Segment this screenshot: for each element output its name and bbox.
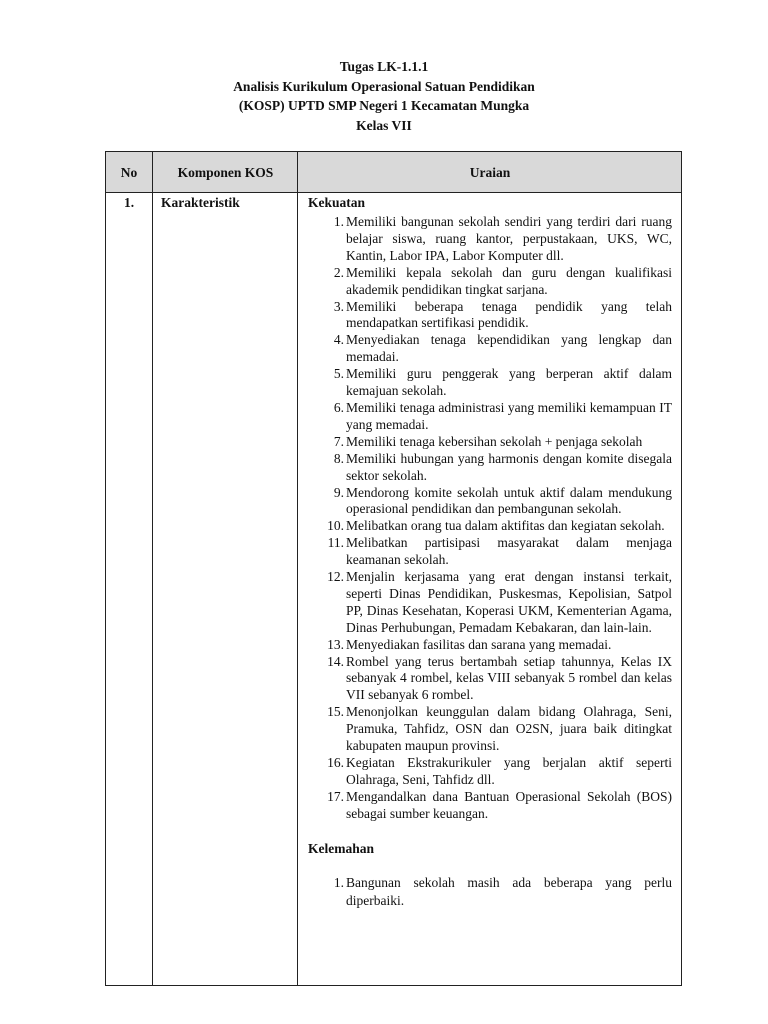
list-item-text: Melibatkan orang tua dalam aktifitas dan kegiatan sekolah. — [346, 518, 665, 534]
list-item-number: 7. — [333, 433, 344, 449]
list-item-text: Menonjolkan keunggulan dalam bidang Olahraga, Seni, Pramuka, Tahfidz, OSN dan O2SN, juara baik ditingkat kabupaten maupun provinsi. — [346, 704, 672, 754]
column-header-no: No — [120, 165, 138, 180]
list-item-number: 5. — [333, 366, 344, 382]
column-divider — [152, 152, 153, 985]
list-item — [308, 265, 672, 299]
list-item-number: 13. — [327, 636, 344, 652]
document-header — [0, 57, 768, 135]
kelemahan-heading: Kelemahan — [308, 840, 374, 856]
column-header-uraian: Uraian — [469, 165, 511, 180]
list-item — [308, 704, 672, 755]
list-item-number: 11. — [327, 535, 344, 551]
class-label: Kelas VII — [356, 117, 412, 133]
list-item-number: 1. — [333, 874, 344, 890]
list-item — [308, 654, 672, 705]
list-item — [308, 637, 672, 654]
uraian-cell — [308, 195, 672, 911]
list-item-number: 6. — [333, 399, 344, 415]
list-item-text: Menjalin kerjasama yang erat dengan instansi terkait, seperti Dinas Pendidikan, Puskesmas, Kepolisian, Satpol PP, Dinas Kesehatan, Koperasi UKM, Kementerian Agama, Dinas Perhubungan, Pemadam Kebakaran, dan lain-lain. — [346, 569, 672, 635]
list-item — [308, 755, 672, 789]
list-item-number: 10. — [327, 518, 344, 534]
kelemahan-list — [308, 874, 672, 911]
kekuatan-list — [308, 214, 672, 823]
list-item-text: Menyediakan tenaga kependidikan yang lengkap dan memadai. — [346, 332, 672, 365]
list-item-text: Memiliki bangunan sekolah sendiri yang terdiri dari ruang belajar siswa, ruang kantor, perpustakaan, UKS, WC, Kantin, Labor IPA, Labor Komputer dll. — [346, 214, 672, 263]
list-item-text: Mengandalkan dana Bantuan Operasional Sekolah (BOS) sebagai sumber keuangan. — [346, 788, 672, 821]
column-divider — [297, 152, 298, 985]
list-item — [308, 434, 672, 451]
list-item-text: Memiliki tenaga kebersihan sekolah + penjaga sekolah — [346, 433, 643, 449]
list-item-text: Melibatkan partisipasi masyarakat dalam menjaga keamanan sekolah. — [346, 535, 672, 568]
list-item-number: 14. — [327, 653, 344, 669]
list-item-number: 15. — [327, 704, 344, 720]
list-item — [308, 535, 672, 569]
school-name: (KOSP) UPTD SMP Negeri 1 Kecamatan Mungka — [238, 98, 530, 113]
list-item — [308, 518, 672, 535]
document-subtitle: Analisis Kurikulum Operasional Satuan Pendidikan — [233, 78, 535, 94]
list-item-number: 3. — [333, 298, 344, 314]
list-item — [308, 299, 672, 333]
list-item-number: 8. — [333, 450, 344, 466]
assignment-title: Tugas LK-1.1.1 — [339, 59, 429, 74]
list-item-number: 2. — [333, 264, 344, 280]
list-item-number: 4. — [333, 332, 344, 348]
column-header-komponen: Komponen KOS — [177, 165, 274, 180]
list-item-text: Bangunan sekolah masih ada beberapa yang perlu diperbaiki. — [346, 874, 672, 909]
kekuatan-heading: Kekuatan — [308, 195, 366, 210]
list-item — [308, 400, 672, 434]
row-component: Karakteristik — [161, 195, 240, 210]
list-item-number: 9. — [333, 484, 344, 500]
row-number: 1. — [123, 195, 135, 210]
list-item-text: Memiliki guru penggerak yang berperan aktif dalam kemajuan sekolah. — [346, 366, 672, 399]
table-header-row — [106, 152, 681, 193]
list-item-number: 16. — [327, 755, 344, 770]
list-item-text: Memiliki kepala sekolah dan guru dengan kualifikasi akademik pendidikan tingkat sarjana. — [346, 264, 672, 297]
list-item — [308, 366, 672, 400]
list-item-text: Memiliki tenaga administrasi yang memiliki kemampuan IT yang memadai. — [346, 399, 672, 432]
list-item-text: Memiliki beberapa tenaga pendidik yang telah mendapatkan sertifikasi pendidik. — [346, 298, 672, 331]
list-item — [308, 451, 672, 485]
list-item — [308, 789, 672, 823]
list-item — [308, 485, 672, 519]
list-item-text: Menyediakan fasilitas dan sarana yang memadai. — [346, 636, 612, 652]
list-item-text: Memiliki hubungan yang harmonis dengan komite disegala sektor sekolah. — [346, 450, 672, 483]
list-item-text: Mendorong komite sekolah untuk aktif dalam mendukung operasional pendidikan dan pembangunan sekolah. — [346, 484, 672, 517]
list-item-number: 1. — [333, 214, 344, 229]
list-item-number: 17. — [327, 788, 344, 804]
list-item — [308, 214, 672, 265]
list-item — [308, 569, 672, 637]
analysis-table — [105, 151, 682, 986]
list-item-text: Kegiatan Ekstrakurikuler yang berjalan aktif seperti Olahraga, Seni, Tahfidz dll. — [346, 755, 672, 787]
list-item-number: 12. — [327, 569, 344, 585]
list-item — [308, 874, 672, 911]
list-item — [308, 332, 672, 366]
list-item-text: Rombel yang terus bertambah setiap tahunnya, Kelas IX sebanyak 4 rombel, kelas VIII sebanyak 5 rombel dan kelas VII sebanyak 6 rombel. — [346, 653, 672, 703]
